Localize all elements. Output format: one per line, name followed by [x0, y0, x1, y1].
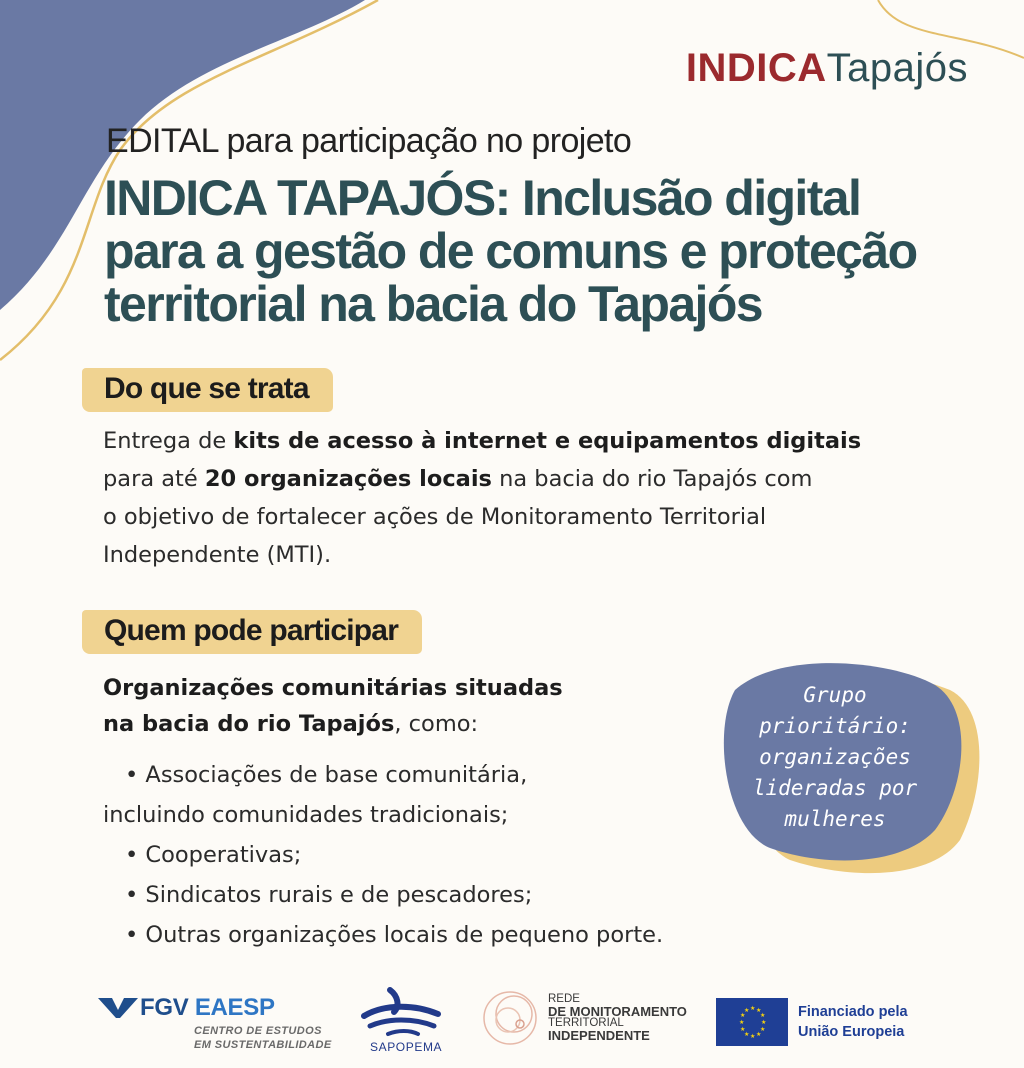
paragraph-line [103, 706, 703, 742]
list-item: • Sindicatos rurais e de pescadores; [125, 882, 533, 908]
list-item: • Associações de base comunitária, [125, 762, 528, 788]
section-heading-about [104, 372, 309, 406]
paragraph-line: o objetivo de fortalecer ações de Monitoramento Territorial [103, 504, 767, 530]
fgv-sub-line: EM SUSTENTABILIDADE [194, 1039, 332, 1051]
svg-text:★: ★ [739, 1019, 745, 1026]
rede-line: DE MONITORAMENTO [548, 1004, 687, 1019]
svg-text:★: ★ [740, 1026, 746, 1033]
svg-text:★: ★ [750, 1005, 756, 1012]
callout-line: Grupo [803, 683, 867, 707]
eligibility-list [103, 755, 823, 955]
edital-subtitle: EDITAL para participação no projeto [106, 122, 632, 160]
section-heading-text: Quem pode participar [104, 614, 399, 647]
paragraph-line [103, 460, 903, 498]
section-heading-eligibility [104, 614, 398, 648]
bold-text-run: 20 organizações locais [204, 466, 492, 492]
bold-text-run: Organizações comunitárias situadas [103, 675, 563, 701]
project-title [104, 172, 994, 331]
paragraph-line [103, 670, 703, 706]
sapopema-wave-icon [358, 986, 448, 1040]
svg-text:★: ★ [761, 1019, 767, 1026]
svg-text:★: ★ [760, 1026, 766, 1033]
svg-text:★: ★ [740, 1012, 746, 1019]
list-item: • Outras organizações locais de pequeno porte. [125, 922, 664, 948]
brand-logo-part-b: Tapajós [826, 46, 968, 90]
svg-text:★: ★ [750, 1033, 756, 1040]
svg-text:★: ★ [760, 1012, 766, 1019]
fgv-subtitle [194, 1024, 354, 1052]
paragraph-line: Independente (MTI). [103, 542, 332, 568]
text-run: Entrega de [103, 428, 234, 454]
fgv-name: FGV [140, 994, 189, 1021]
title-line: territorial na bacia do Tapajós [104, 276, 762, 332]
bold-text-run: kits de acesso à internet e equipamentos digitais [233, 428, 862, 454]
about-paragraph [103, 422, 903, 574]
rede-line: TERRITORIAL [548, 1017, 624, 1029]
fgv-sub-line: CENTRO DE ESTUDOS [194, 1025, 322, 1037]
eu-line: União Europeia [798, 1024, 905, 1040]
eligibility-intro [103, 670, 703, 742]
text-run: na bacia do rio Tapajós com [491, 466, 813, 492]
brand-logo-part-a: INDICA [685, 46, 827, 90]
text-run: para até [103, 466, 205, 492]
callout-line: mulheres [784, 807, 886, 831]
rede-circles-icon [480, 986, 544, 1048]
callout-line: prioritário: [759, 714, 911, 738]
list-item: • Cooperativas; [125, 842, 302, 868]
svg-text:★: ★ [744, 1007, 750, 1014]
priority-group-callout [730, 680, 940, 835]
rede-text [548, 994, 687, 1042]
rede-line: INDEPENDENTE [548, 1028, 650, 1043]
paragraph-line [103, 422, 903, 460]
callout-line: lideradas por [752, 776, 918, 800]
svg-text:★: ★ [756, 1031, 762, 1038]
eu-funding-text [798, 1002, 908, 1042]
brand-logo [686, 46, 968, 91]
list-item-continuation: incluindo comunidades tradicionais; [103, 802, 509, 828]
svg-text:★: ★ [744, 1031, 750, 1038]
bold-text-run: na bacia do rio Tapajós [103, 711, 395, 737]
section-heading-text: Do que se trata [104, 372, 309, 405]
fgv-arrow-icon [98, 996, 138, 1020]
rede-line: REDE [548, 993, 580, 1005]
eu-line: Financiado pela [798, 1004, 908, 1020]
svg-text:★: ★ [756, 1007, 762, 1014]
text-run: , como: [394, 711, 479, 737]
sapopema-label: SAPOPEMA [370, 1040, 443, 1054]
title-line: para a gestão de comuns e proteção [104, 223, 917, 279]
fgv-title [140, 994, 275, 1022]
title-line: INDICA TAPAJÓS: Inclusão digital [104, 170, 861, 226]
callout-line: organizações [759, 745, 911, 769]
eu-flag-icon [716, 998, 788, 1046]
eu-stars-icon [716, 998, 788, 1046]
fgv-school: EAESP [194, 994, 275, 1021]
